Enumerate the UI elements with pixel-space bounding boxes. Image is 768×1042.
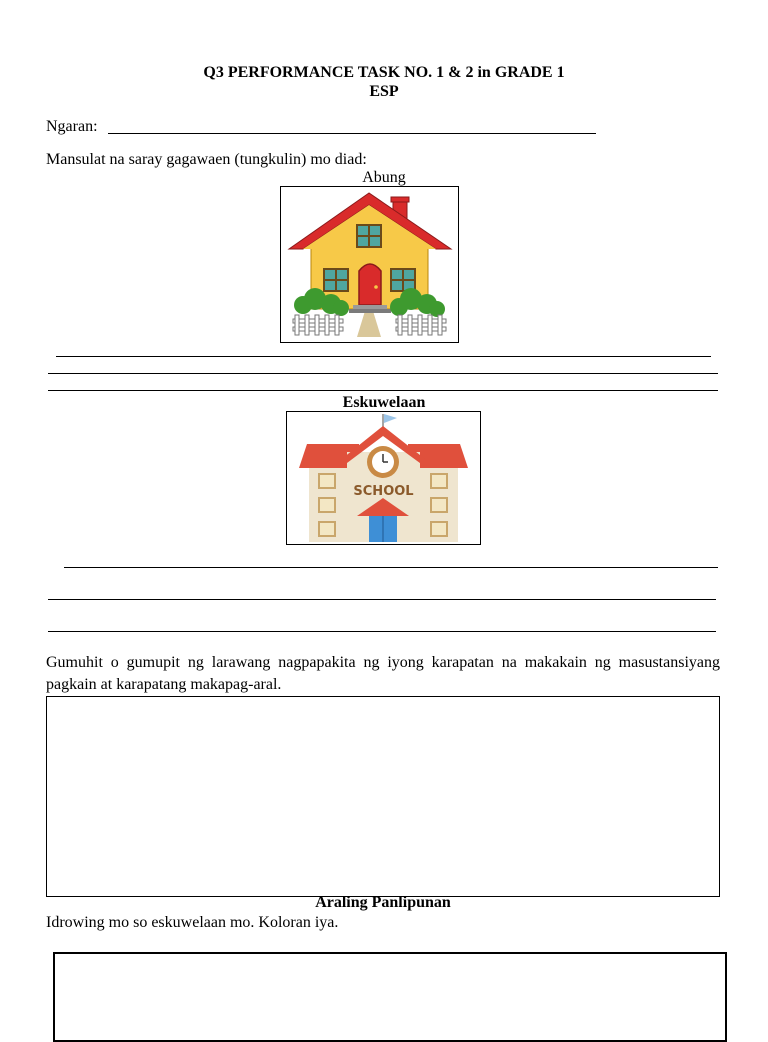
ap-instruction: Idrowing mo so eskuwelaan mo. Koloran iya. bbox=[46, 914, 339, 931]
task1-instruction: Mansulat na saray gagawaen (tungkulin) mo diad: bbox=[46, 151, 367, 168]
school-answer-line-3[interactable] bbox=[48, 631, 716, 632]
school-sign-text: SCHOOL bbox=[353, 484, 414, 499]
subject-title: ESP bbox=[369, 83, 399, 100]
house-label: Abung bbox=[362, 169, 406, 186]
drawing-box-rights[interactable] bbox=[46, 696, 720, 897]
school-answer-line-1[interactable] bbox=[64, 567, 718, 568]
house-icon bbox=[281, 187, 458, 342]
school-label: Eskuwelaan bbox=[342, 394, 426, 411]
worksheet-title: Q3 PERFORMANCE TASK NO. 1 & 2 in GRADE 1 bbox=[203, 64, 565, 81]
school-building-icon bbox=[287, 412, 480, 544]
araling-panlipunan-heading: Araling Panlipunan bbox=[315, 894, 451, 911]
school-picture bbox=[286, 411, 481, 545]
name-input-line[interactable] bbox=[108, 133, 596, 134]
house-answer-line-2[interactable] bbox=[48, 373, 718, 374]
house-answer-line-3[interactable] bbox=[48, 390, 718, 391]
house-picture bbox=[280, 186, 459, 343]
school-answer-line-2[interactable] bbox=[48, 599, 716, 600]
house-answer-line-1[interactable] bbox=[56, 356, 711, 357]
drawing-box-school[interactable] bbox=[53, 952, 727, 1042]
task2-instruction: Gumuhit o gumupit ng larawang nagpapakita ng iyong karapatan na makakain ng masustansiyang pagkain at karapatang makapag-aral. bbox=[46, 654, 720, 693]
name-label: Ngaran: bbox=[46, 118, 98, 135]
